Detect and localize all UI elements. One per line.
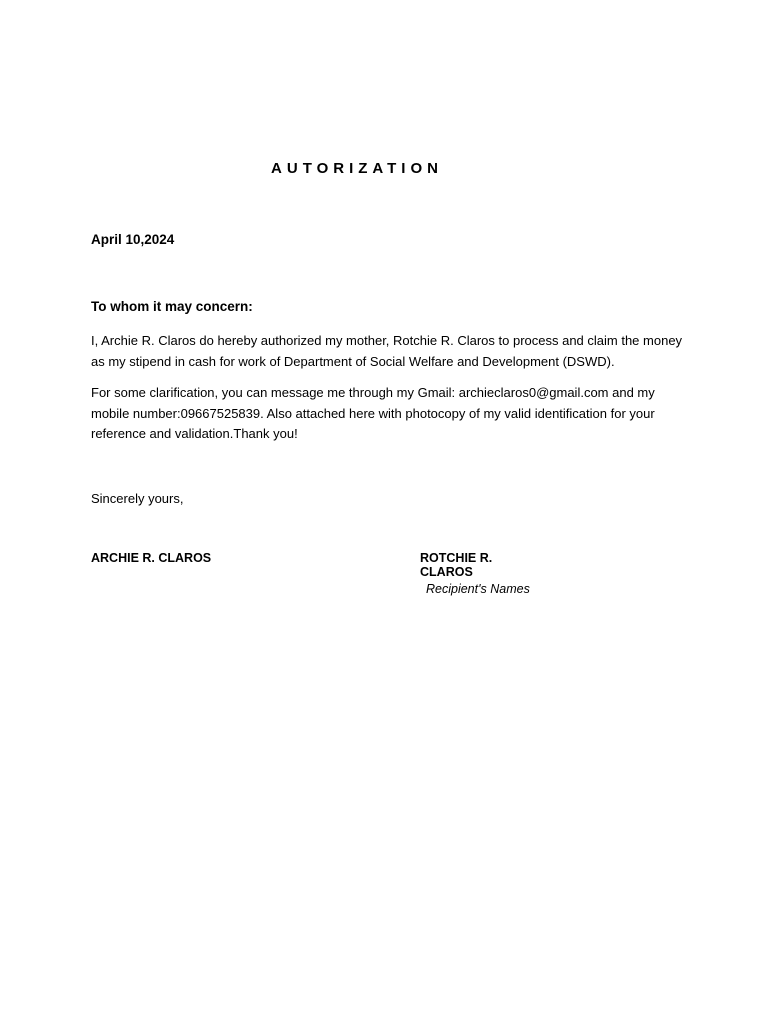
- closing: Sincerely yours,: [91, 491, 184, 506]
- recipient-block: [420, 551, 536, 596]
- document-title: AUTORIZATION: [271, 160, 443, 177]
- body-paragraph-contact: For some clarification, you can message me through my Gmail: archieclaros0@gmail.com and my mobile number:09667525839. Also attached here with photocopy of my valid identification for your reference and validation.Thank you!: [91, 385, 655, 441]
- letter-date: April 10,2024: [91, 232, 175, 247]
- body-paragraph-authorization: I, Archie R. Claros do hereby authorized my mother, Rotchie R. Claros to process and claim the money as my stipend in cash for work of Department of Social Welfare and Development (DSWD).: [91, 333, 683, 369]
- recipient-role: Recipient's Names: [426, 582, 530, 596]
- salutation: To whom it may concern:: [91, 299, 253, 314]
- signatory-name: ARCHIE R. CLAROS: [91, 551, 212, 565]
- recipient-name: ROTCHIE R. CLAROS: [420, 551, 493, 579]
